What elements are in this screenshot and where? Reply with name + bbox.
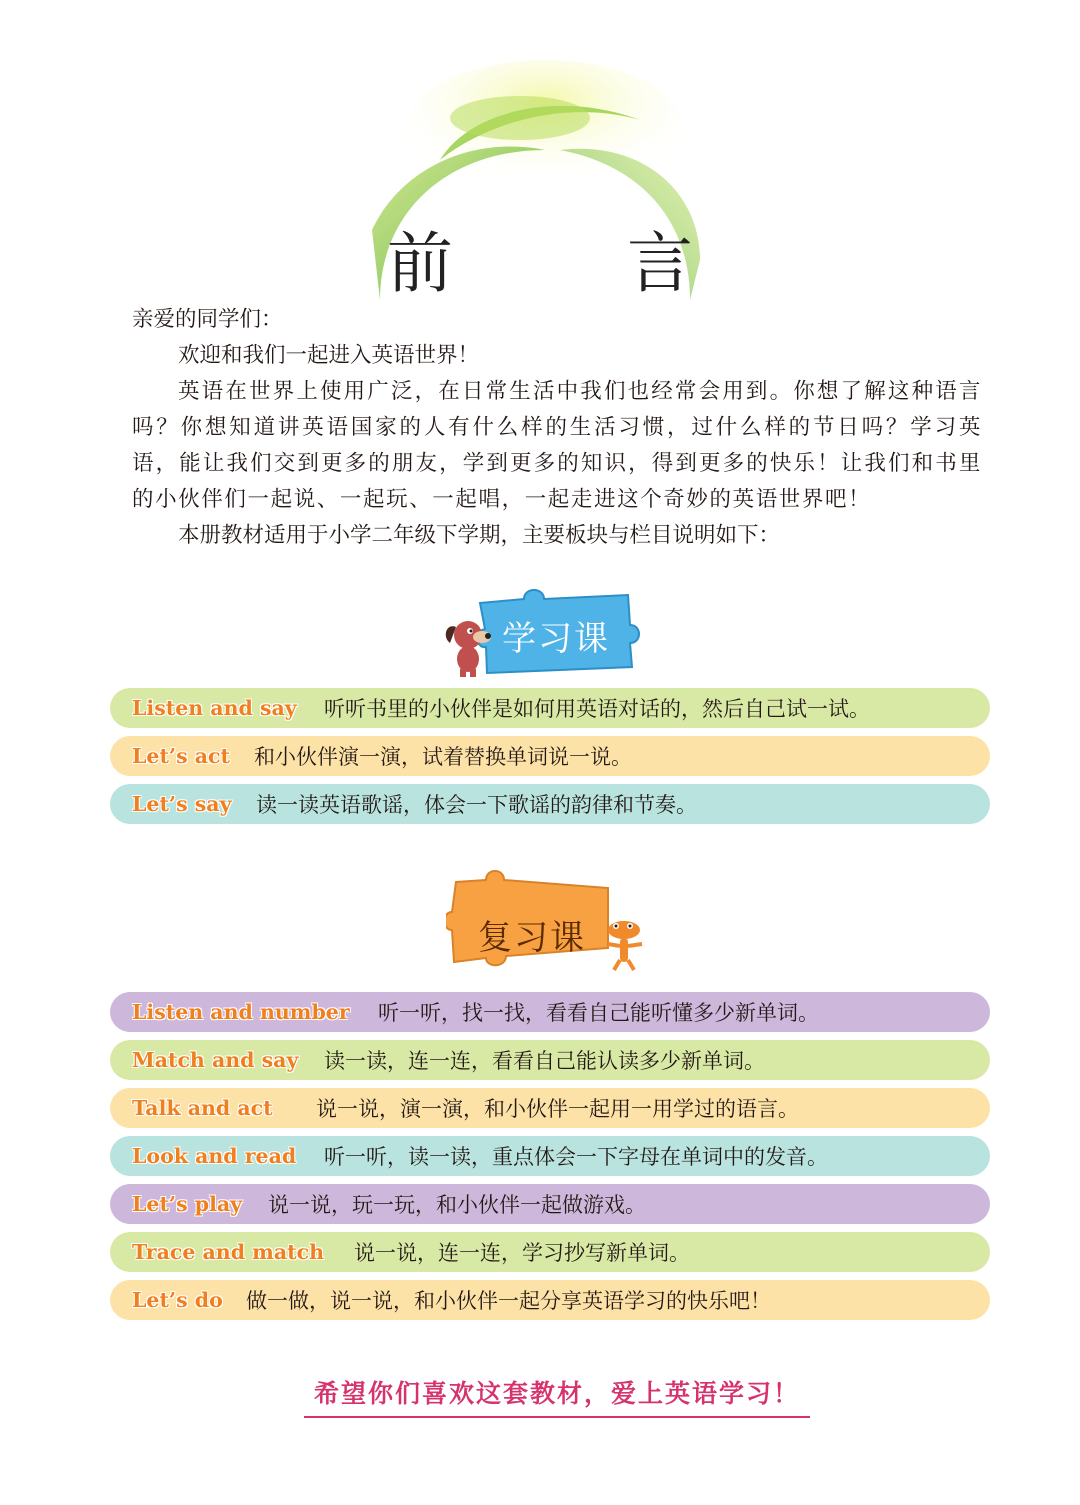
study-lesson-label: 学习课: [502, 619, 610, 659]
intro-paragraph: 英语在世界上使用广泛，在日常生活中我们也经常会用到。你想了解这种语言吗？你想知道讲英语国家的人有什么样的生活习惯，过什么样的节日吗？学习英语，能让我们交到更多的朋友，学到更多的知识，得到更多的快乐！让我们和书里的小伙伴们一起说、一起玩、一起唱，一起走进这个奇妙的英语世界吧！: [132, 379, 982, 512]
row-listen-and-number: [110, 992, 990, 1032]
row-description: 听一听，读一读，重点体会一下字母在单词中的发音。: [324, 1145, 828, 1169]
review-lesson-label: 复习课: [478, 918, 586, 958]
row-description: 做一做，说一说，和小伙伴一起分享英语学习的快乐吧！: [246, 1289, 771, 1313]
row-label: Listen and say: [132, 696, 297, 720]
row-description: 和小伙伴演一演，试着替换单词说一说。: [254, 745, 632, 769]
row-lets-do: [110, 1280, 990, 1320]
row-label: Let’s say: [132, 792, 232, 816]
row-label: Look and read: [132, 1144, 297, 1168]
row-lets-act: [110, 736, 990, 776]
row-label: Trace and match: [132, 1240, 324, 1264]
row-description: 读一读，连一连，看看自己能认读多少新单词。: [324, 1049, 765, 1073]
row-description: 听一听，找一找，看看自己能听懂多少新单词。: [378, 1001, 819, 1025]
row-listen-and-say: [110, 688, 990, 728]
lizard-mascot-icon: [596, 912, 652, 972]
row-label: Let’s act: [132, 744, 230, 768]
row-description: 说一说，连一连，学习抄写新单词。: [354, 1241, 690, 1265]
row-description: 说一说，玩一玩，和小伙伴一起做游戏。: [268, 1193, 646, 1217]
row-label: Let’s do: [132, 1288, 223, 1312]
row-look-and-read: [110, 1136, 990, 1176]
row-description: 听听书里的小伙伴是如何用英语对话的，然后自己试一试。: [324, 697, 870, 721]
row-lets-play: [110, 1184, 990, 1224]
row-trace-and-match: [110, 1232, 990, 1272]
review-lesson-rows: [110, 992, 990, 1328]
row-label: Talk and act: [132, 1096, 273, 1120]
row-match-and-say: [110, 1040, 990, 1080]
row-description: 读一读英语歌谣，体会一下歌谣的韵律和节奏。: [256, 793, 697, 817]
welcome-line: 欢迎和我们一起进入英语世界！: [178, 343, 480, 368]
row-label: Listen and number: [132, 1000, 350, 1024]
study-lesson-rows: [110, 688, 990, 832]
study-lesson-badge: [432, 585, 642, 680]
scope-line: 本册教材适用于小学二年级下学期，主要板块与栏目说明如下：: [178, 523, 781, 548]
row-talk-and-act: [110, 1088, 990, 1128]
closing-message: 希望你们喜欢这套教材，爱上英语学习！: [304, 1374, 810, 1418]
row-label: Match and say: [132, 1048, 299, 1072]
dog-mascot-icon: [434, 611, 496, 677]
page-title: 前 言: [387, 225, 747, 302]
row-label: Let’s play: [132, 1192, 243, 1216]
row-lets-say: [110, 784, 990, 824]
greeting: 亲爱的同学们：: [132, 307, 283, 332]
review-lesson-badge: [446, 868, 656, 973]
intro-text: [132, 302, 982, 554]
row-description: 说一说，演一演，和小伙伴一起用一用学过的语言。: [316, 1097, 799, 1121]
